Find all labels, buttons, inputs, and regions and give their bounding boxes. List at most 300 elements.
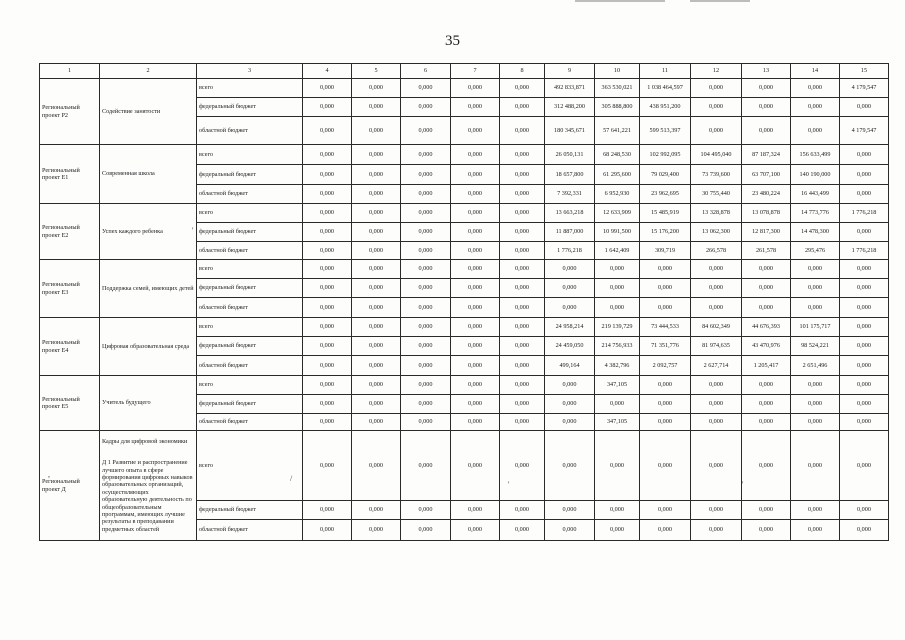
amount-cell: 312 488,200	[545, 98, 595, 117]
amount-cell: 0,000	[401, 279, 451, 298]
amount-cell: 0,000	[451, 204, 500, 223]
amount-cell: 0,000	[691, 98, 742, 117]
event-title: Учитель будущего	[102, 399, 151, 407]
amount-cell: 0,000	[791, 117, 840, 145]
amount-cell: 0,000	[840, 501, 889, 520]
amount-cell: 0,000	[691, 117, 742, 145]
amount-cell: 13 663,218	[545, 204, 595, 223]
amount-cell: 0,000	[640, 376, 691, 395]
page-number: 35	[445, 33, 460, 49]
funding-source-cell: всего	[197, 79, 303, 98]
amount-cell: 0,000	[303, 185, 352, 204]
amount-cell: 0,000	[791, 260, 840, 279]
event-name-cell	[100, 204, 197, 260]
amount-cell: 0,000	[451, 279, 500, 298]
amount-cell: 0,000	[691, 431, 742, 501]
amount-cell: 0,000	[840, 395, 889, 414]
amount-cell: 0,000	[352, 204, 401, 223]
amount-cell: 0,000	[840, 337, 889, 356]
amount-cell: 0,000	[500, 298, 545, 318]
amount-cell: 0,000	[451, 98, 500, 117]
amount-cell: 0,000	[401, 395, 451, 414]
budget-table	[39, 63, 889, 541]
amount-cell: 0,000	[352, 165, 401, 185]
amount-cell: 0,000	[451, 395, 500, 414]
amount-cell: 0,000	[352, 501, 401, 520]
amount-cell: 0,000	[500, 376, 545, 395]
amount-cell: 0,000	[595, 298, 640, 318]
amount-cell: 305 888,800	[595, 98, 640, 117]
amount-cell: 6 952,930	[595, 185, 640, 204]
amount-cell: 0,000	[595, 279, 640, 298]
amount-cell: 0,000	[451, 79, 500, 98]
amount-cell: 261,578	[742, 242, 791, 260]
amount-cell: 0,000	[451, 117, 500, 145]
funding-source-cell: всего	[197, 376, 303, 395]
amount-cell: 0,000	[401, 318, 451, 337]
amount-cell: 0,000	[545, 414, 595, 431]
event-title: Кадры для цифровой экономики	[102, 437, 188, 445]
pen-mark: '	[742, 480, 744, 489]
amount-cell: 0,000	[742, 414, 791, 431]
column-number-header: 15	[840, 64, 889, 79]
amount-cell: 0,000	[691, 414, 742, 431]
amount-cell: 0,000	[451, 520, 500, 541]
scan-artifact	[690, 0, 750, 2]
amount-cell: 2 627,714	[691, 356, 742, 376]
funding-source-cell: областной бюджет	[197, 414, 303, 431]
table-row	[40, 204, 889, 223]
amount-cell: 11 887,000	[545, 223, 595, 242]
event-detail: Д 1 Развитие и распространение лучшего опыта в сфере формирования цифровых навыков образовательных организаций, осуществляющих образовательную деятельность по общеобразовательным программам, имеющих лучшие результаты в преподавании предметных областей	[102, 459, 193, 533]
column-number-header: 5	[352, 64, 401, 79]
amount-cell: 24 958,214	[545, 318, 595, 337]
amount-cell: 0,000	[742, 431, 791, 501]
amount-cell: 0,000	[500, 318, 545, 337]
amount-cell: 0,000	[640, 298, 691, 318]
amount-cell: 295,476	[791, 242, 840, 260]
amount-cell: 0,000	[742, 117, 791, 145]
amount-cell: 347,105	[595, 414, 640, 431]
amount-cell: 0,000	[840, 145, 889, 165]
event-name-cell	[100, 431, 197, 541]
amount-cell: 0,000	[352, 223, 401, 242]
funding-source-cell: областной бюджет	[197, 520, 303, 541]
amount-cell: 73 739,600	[691, 165, 742, 185]
amount-cell: 0,000	[500, 520, 545, 541]
funding-source-cell: всего	[197, 260, 303, 279]
column-number-header: 12	[691, 64, 742, 79]
project-name-cell: Региональный проект Е3	[40, 260, 100, 318]
project-name-cell: Региональный проект Е5	[40, 376, 100, 431]
amount-cell: 0,000	[303, 356, 352, 376]
amount-cell: 0,000	[352, 279, 401, 298]
amount-cell: 0,000	[595, 260, 640, 279]
amount-cell: 0,000	[500, 356, 545, 376]
funding-source-cell: областной бюджет	[197, 117, 303, 145]
amount-cell: 0,000	[791, 395, 840, 414]
amount-cell: 7 392,331	[545, 185, 595, 204]
amount-cell: 71 351,776	[640, 337, 691, 356]
amount-cell: 0,000	[742, 520, 791, 541]
amount-cell: 0,000	[840, 98, 889, 117]
amount-cell: 0,000	[545, 279, 595, 298]
amount-cell: 0,000	[691, 501, 742, 520]
amount-cell: 0,000	[840, 165, 889, 185]
amount-cell: 98 524,221	[791, 337, 840, 356]
amount-cell: 0,000	[500, 79, 545, 98]
amount-cell: 0,000	[691, 260, 742, 279]
amount-cell: 0,000	[303, 223, 352, 242]
amount-cell: 0,000	[500, 98, 545, 117]
amount-cell: 0,000	[352, 79, 401, 98]
amount-cell: 180 345,671	[545, 117, 595, 145]
amount-cell: 0,000	[401, 165, 451, 185]
amount-cell: 0,000	[742, 79, 791, 98]
amount-cell: 0,000	[401, 260, 451, 279]
amount-cell: 2 092,757	[640, 356, 691, 376]
amount-cell: 102 992,095	[640, 145, 691, 165]
amount-cell: 23 480,224	[742, 185, 791, 204]
amount-cell: 0,000	[791, 279, 840, 298]
amount-cell: 0,000	[451, 165, 500, 185]
amount-cell: 0,000	[840, 279, 889, 298]
amount-cell: 0,000	[401, 242, 451, 260]
amount-cell: 13 078,878	[742, 204, 791, 223]
amount-cell: 0,000	[691, 79, 742, 98]
amount-cell: 0,000	[840, 185, 889, 204]
amount-cell: 13 328,878	[691, 204, 742, 223]
amount-cell: 79 029,400	[640, 165, 691, 185]
amount-cell: 0,000	[840, 298, 889, 318]
amount-cell: 0,000	[303, 501, 352, 520]
event-name-cell	[100, 145, 197, 204]
amount-cell: 0,000	[303, 337, 352, 356]
amount-cell: 0,000	[303, 520, 352, 541]
amount-cell: 15 485,919	[640, 204, 691, 223]
column-number-header: 7	[451, 64, 500, 79]
amount-cell: 81 974,635	[691, 337, 742, 356]
amount-cell: 0,000	[742, 501, 791, 520]
table-row	[40, 376, 889, 395]
amount-cell: 0,000	[303, 431, 352, 501]
amount-cell: 492 833,871	[545, 79, 595, 98]
amount-cell: 438 951,200	[640, 98, 691, 117]
amount-cell: 156 633,499	[791, 145, 840, 165]
amount-cell: 0,000	[401, 204, 451, 223]
funding-source-cell: всего	[197, 431, 303, 501]
amount-cell: 0,000	[691, 395, 742, 414]
amount-cell: 57 641,221	[595, 117, 640, 145]
amount-cell: 0,000	[451, 414, 500, 431]
amount-cell: 10 991,500	[595, 223, 640, 242]
amount-cell: 68 248,530	[595, 145, 640, 165]
amount-cell: 13 062,300	[691, 223, 742, 242]
project-name-cell: Региональный проект Е2	[40, 204, 100, 260]
amount-cell: 1 776,218	[840, 242, 889, 260]
amount-cell: 0,000	[451, 337, 500, 356]
amount-cell: 0,000	[352, 376, 401, 395]
amount-cell: 0,000	[303, 204, 352, 223]
amount-cell: 0,000	[500, 260, 545, 279]
amount-cell: 0,000	[640, 520, 691, 541]
amount-cell: 0,000	[352, 117, 401, 145]
column-number-header: 14	[791, 64, 840, 79]
amount-cell: 0,000	[451, 501, 500, 520]
amount-cell: 0,000	[545, 395, 595, 414]
table-row	[40, 145, 889, 165]
amount-cell: 0,000	[640, 431, 691, 501]
amount-cell: 0,000	[451, 223, 500, 242]
amount-cell: 0,000	[691, 279, 742, 298]
funding-source-cell: всего	[197, 145, 303, 165]
amount-cell: 266,578	[691, 242, 742, 260]
amount-cell: 0,000	[791, 79, 840, 98]
amount-cell: 0,000	[791, 431, 840, 501]
amount-cell: 499,164	[545, 356, 595, 376]
amount-cell: 0,000	[401, 356, 451, 376]
funding-source-cell: областной бюджет	[197, 185, 303, 204]
amount-cell: 1 205,417	[742, 356, 791, 376]
amount-cell: 101 175,717	[791, 318, 840, 337]
funding-source-cell: федеральный бюджет	[197, 279, 303, 298]
amount-cell: 0,000	[791, 298, 840, 318]
table-body	[40, 79, 889, 541]
amount-cell: 0,000	[840, 414, 889, 431]
amount-cell: 0,000	[545, 431, 595, 501]
amount-cell: 12 817,300	[742, 223, 791, 242]
amount-cell: 0,000	[401, 501, 451, 520]
amount-cell: 0,000	[500, 165, 545, 185]
amount-cell: 599 513,397	[640, 117, 691, 145]
amount-cell: 0,000	[451, 318, 500, 337]
amount-cell: 0,000	[545, 376, 595, 395]
amount-cell: 15 176,200	[640, 223, 691, 242]
amount-cell: 0,000	[352, 185, 401, 204]
event-title: Цифровая образовательная среда	[102, 342, 190, 350]
amount-cell: 1 776,218	[840, 204, 889, 223]
amount-cell: 0,000	[401, 376, 451, 395]
column-number-header: 3	[197, 64, 303, 79]
table-row	[40, 318, 889, 337]
amount-cell: 0,000	[303, 414, 352, 431]
amount-cell: 0,000	[303, 117, 352, 145]
amount-cell: 0,000	[352, 98, 401, 117]
amount-cell: 0,000	[401, 337, 451, 356]
amount-cell: 0,000	[840, 223, 889, 242]
project-name-cell: Региональный проект Е4	[40, 318, 100, 376]
amount-cell: 12 633,909	[595, 204, 640, 223]
amount-cell: 0,000	[352, 242, 401, 260]
pen-mark: '	[192, 226, 194, 235]
amount-cell: 0,000	[303, 98, 352, 117]
amount-cell: 0,000	[451, 356, 500, 376]
amount-cell: 0,000	[303, 79, 352, 98]
amount-cell: 0,000	[352, 318, 401, 337]
column-number-header: 10	[595, 64, 640, 79]
pen-mark: /	[290, 474, 293, 483]
amount-cell: 26 050,131	[545, 145, 595, 165]
amount-cell: 0,000	[401, 79, 451, 98]
amount-cell: 0,000	[401, 117, 451, 145]
amount-cell: 0,000	[352, 298, 401, 318]
amount-cell: 0,000	[691, 376, 742, 395]
column-number-header: 6	[401, 64, 451, 79]
amount-cell: 0,000	[500, 337, 545, 356]
amount-cell: 140 190,000	[791, 165, 840, 185]
column-number-header: 1	[40, 64, 100, 79]
table-row	[40, 431, 889, 501]
amount-cell: 0,000	[352, 414, 401, 431]
amount-cell: 0,000	[545, 298, 595, 318]
amount-cell: 0,000	[742, 260, 791, 279]
amount-cell: 0,000	[303, 318, 352, 337]
amount-cell: 0,000	[401, 185, 451, 204]
amount-cell: 363 530,021	[595, 79, 640, 98]
amount-cell: 0,000	[500, 431, 545, 501]
amount-cell: 0,000	[401, 520, 451, 541]
event-title: Современная школа	[102, 170, 155, 178]
amount-cell: 2 651,496	[791, 356, 840, 376]
amount-cell: 18 657,800	[545, 165, 595, 185]
amount-cell: 0,000	[303, 298, 352, 318]
pen-mark: '	[508, 480, 510, 489]
amount-cell: 0,000	[691, 520, 742, 541]
column-number-header: 13	[742, 64, 791, 79]
column-number-header: 9	[545, 64, 595, 79]
funding-source-cell: федеральный бюджет	[197, 501, 303, 520]
amount-cell: 0,000	[791, 98, 840, 117]
funding-source-cell: всего	[197, 318, 303, 337]
amount-cell: 63 707,100	[742, 165, 791, 185]
amount-cell: 0,000	[352, 356, 401, 376]
amount-cell: 0,000	[691, 298, 742, 318]
amount-cell: 0,000	[451, 145, 500, 165]
amount-cell: 0,000	[500, 223, 545, 242]
amount-cell: 0,000	[303, 145, 352, 165]
amount-cell: 0,000	[500, 145, 545, 165]
amount-cell: 43 470,976	[742, 337, 791, 356]
amount-cell: 0,000	[500, 185, 545, 204]
event-name-cell	[100, 260, 197, 318]
amount-cell: 0,000	[640, 501, 691, 520]
pen-mark: ,	[48, 470, 50, 479]
amount-cell: 0,000	[840, 520, 889, 541]
amount-cell: 0,000	[401, 298, 451, 318]
funding-source-cell: федеральный бюджет	[197, 165, 303, 185]
column-number-header: 8	[500, 64, 545, 79]
amount-cell: 0,000	[500, 117, 545, 145]
amount-cell: 0,000	[595, 520, 640, 541]
amount-cell: 14 773,776	[791, 204, 840, 223]
amount-cell: 0,000	[545, 520, 595, 541]
amount-cell: 0,000	[595, 501, 640, 520]
amount-cell: 4 179,547	[840, 79, 889, 98]
amount-cell: 104 495,040	[691, 145, 742, 165]
project-name-cell: Региональный проект Р2	[40, 79, 100, 145]
funding-source-cell: всего	[197, 204, 303, 223]
table-row	[40, 260, 889, 279]
amount-cell: 0,000	[640, 395, 691, 414]
amount-cell: 0,000	[791, 376, 840, 395]
amount-cell: 1 776,218	[545, 242, 595, 260]
funding-source-cell: областной бюджет	[197, 298, 303, 318]
column-number-header: 11	[640, 64, 691, 79]
amount-cell: 0,000	[500, 501, 545, 520]
amount-cell: 4 179,547	[840, 117, 889, 145]
amount-cell: 0,000	[451, 242, 500, 260]
funding-source-cell: федеральный бюджет	[197, 98, 303, 117]
amount-cell: 0,000	[451, 260, 500, 279]
amount-cell: 0,000	[451, 431, 500, 501]
amount-cell: 0,000	[500, 204, 545, 223]
amount-cell: 0,000	[303, 165, 352, 185]
amount-cell: 0,000	[840, 260, 889, 279]
amount-cell: 0,000	[401, 145, 451, 165]
amount-cell: 73 444,533	[640, 318, 691, 337]
column-number-row	[40, 64, 889, 79]
amount-cell: 0,000	[791, 501, 840, 520]
amount-cell: 0,000	[303, 279, 352, 298]
amount-cell: 0,000	[352, 145, 401, 165]
amount-cell: 0,000	[451, 298, 500, 318]
funding-source-cell: федеральный бюджет	[197, 223, 303, 242]
funding-source-cell: федеральный бюджет	[197, 395, 303, 414]
amount-cell: 0,000	[840, 376, 889, 395]
amount-cell: 30 755,440	[691, 185, 742, 204]
amount-cell: 0,000	[303, 376, 352, 395]
event-name-cell	[100, 318, 197, 376]
amount-cell: 0,000	[401, 98, 451, 117]
amount-cell: 1 642,409	[595, 242, 640, 260]
amount-cell: 0,000	[742, 395, 791, 414]
amount-cell: 0,000	[500, 395, 545, 414]
amount-cell: 24 459,050	[545, 337, 595, 356]
scan-artifact	[575, 0, 665, 2]
amount-cell: 0,000	[742, 279, 791, 298]
amount-cell: 0,000	[640, 414, 691, 431]
table-row	[40, 79, 889, 98]
amount-cell: 0,000	[303, 395, 352, 414]
amount-cell: 16 443,499	[791, 185, 840, 204]
column-number-header: 2	[100, 64, 197, 79]
amount-cell: 0,000	[500, 279, 545, 298]
amount-cell: 0,000	[401, 414, 451, 431]
project-name-cell: Региональный проект Д	[40, 431, 100, 541]
amount-cell: 84 602,349	[691, 318, 742, 337]
amount-cell: 0,000	[840, 356, 889, 376]
amount-cell: 4 382,796	[595, 356, 640, 376]
amount-cell: 0,000	[595, 431, 640, 501]
amount-cell: 0,000	[303, 242, 352, 260]
amount-cell: 0,000	[742, 98, 791, 117]
column-number-header: 4	[303, 64, 352, 79]
amount-cell: 0,000	[352, 431, 401, 501]
funding-source-cell: областной бюджет	[197, 356, 303, 376]
project-name-cell: Региональный проект Е1	[40, 145, 100, 204]
amount-cell: 0,000	[401, 431, 451, 501]
amount-cell: 0,000	[303, 260, 352, 279]
event-name-cell	[100, 79, 197, 145]
amount-cell: 309,719	[640, 242, 691, 260]
amount-cell: 0,000	[401, 223, 451, 242]
amount-cell: 44 676,393	[742, 318, 791, 337]
event-title: Содействие занятости	[102, 107, 161, 115]
amount-cell: 0,000	[451, 185, 500, 204]
amount-cell: 87 187,324	[742, 145, 791, 165]
amount-cell: 23 962,695	[640, 185, 691, 204]
amount-cell: 0,000	[352, 337, 401, 356]
